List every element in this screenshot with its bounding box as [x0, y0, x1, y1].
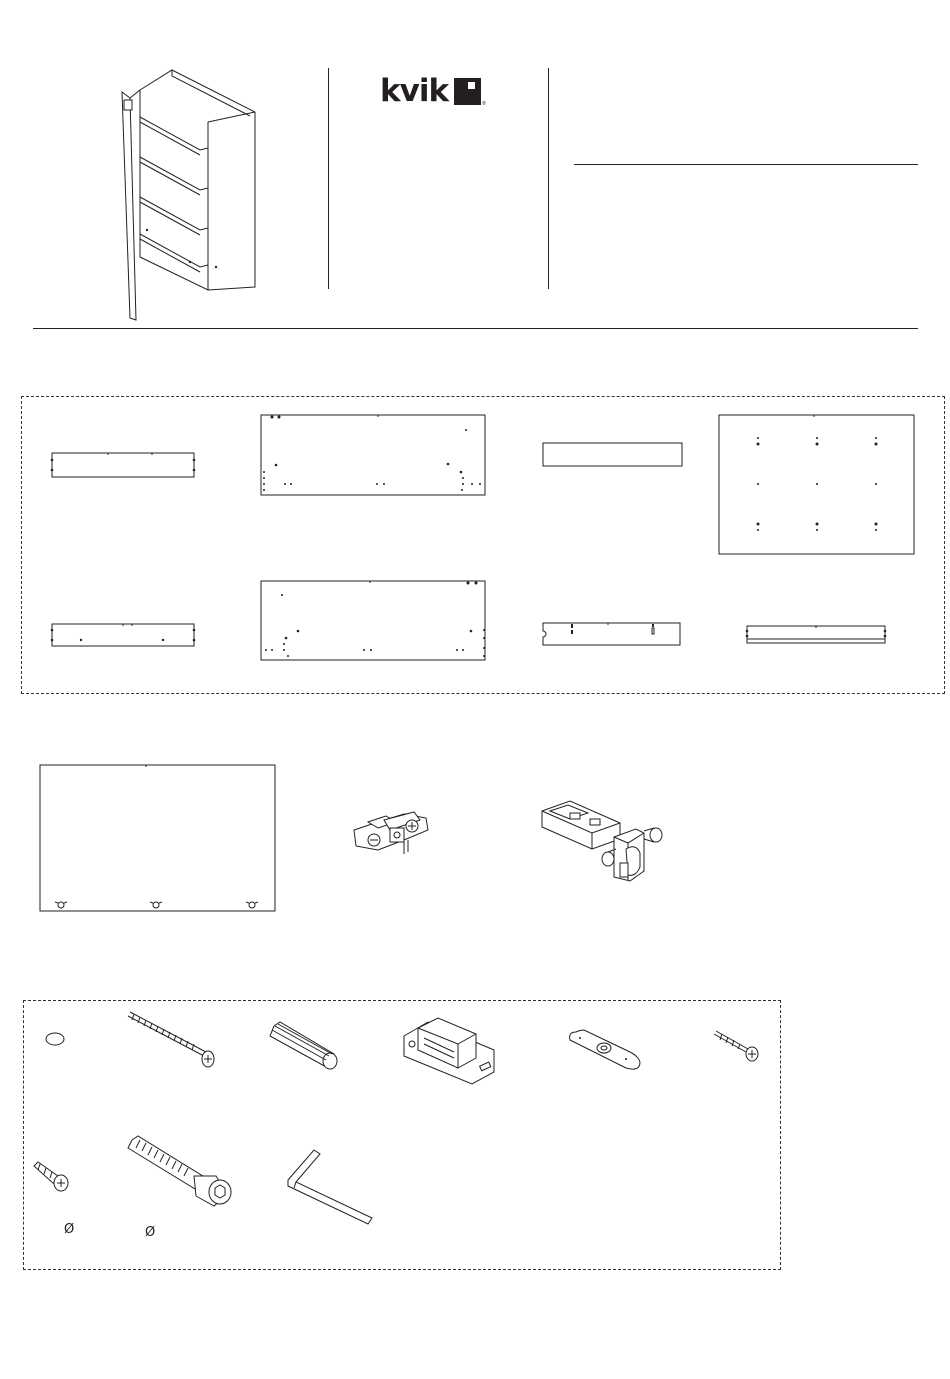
- brand-logo: [380, 73, 486, 109]
- hinge-icon: [538, 797, 668, 891]
- diameter-label: Ø: [64, 1222, 75, 1237]
- kvik-square-logo-icon: [454, 78, 481, 105]
- brand-name: kvik: [380, 73, 449, 109]
- dowel-icon: [266, 1020, 342, 1074]
- magnet-catch-icon: [398, 1014, 512, 1088]
- short-screw-icon: [32, 1160, 72, 1194]
- panel-drawing: [716, 412, 918, 558]
- strike-plate-icon: [566, 1026, 646, 1074]
- panel-drawing: [258, 412, 490, 498]
- diameter-label: Ø: [145, 1225, 156, 1240]
- small-screw-icon: [710, 1030, 760, 1064]
- registered-mark: ®: [482, 101, 486, 107]
- panel-drawing: [258, 578, 490, 664]
- panel-drawing: [742, 623, 892, 647]
- panel-drawing: [540, 440, 686, 470]
- mounting-plate-icon: [348, 800, 438, 864]
- header-divider-right: [548, 68, 549, 289]
- header-divider-left: [328, 68, 329, 289]
- connector-bolt-icon: [124, 1134, 240, 1214]
- cabinet-illustration: [110, 62, 260, 320]
- allen-key-icon: [280, 1146, 380, 1226]
- panel-drawing: [538, 619, 686, 649]
- door-panel-drawing: [38, 763, 278, 913]
- panel-drawing: [48, 620, 206, 650]
- header-title-rule: [574, 164, 918, 165]
- wood-screw-icon: [124, 1012, 220, 1072]
- panel-drawing: [48, 450, 206, 480]
- header-bottom-rule: [33, 328, 918, 329]
- cap-icon: [44, 1032, 68, 1048]
